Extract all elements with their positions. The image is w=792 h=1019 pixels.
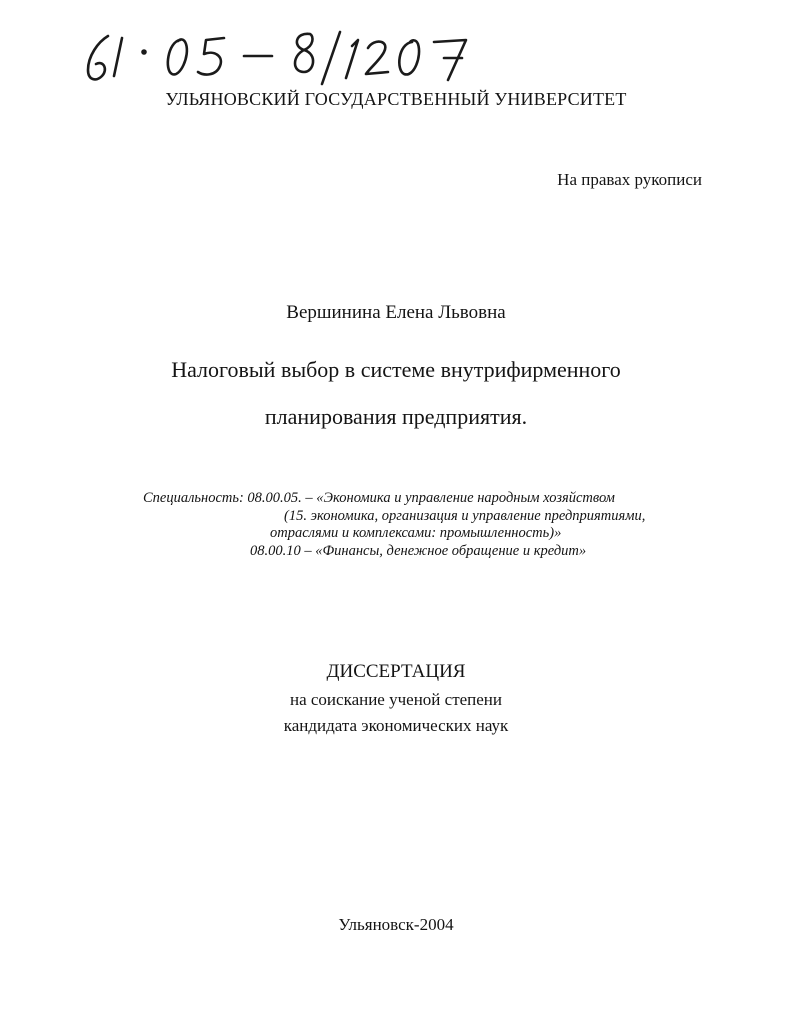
- degree-line-1: на соискание ученой степени: [289, 690, 503, 709]
- university-name: УЛЬЯНОВСКИЙ ГОСУДАРСТВЕННЫЙ УНИВЕРСИТЕТ: [165, 89, 627, 109]
- dissertation-type: ДИССЕРТАЦИЯ: [326, 661, 466, 682]
- city-year: Ульяновск-2004: [338, 915, 454, 934]
- specialty-line-2: (15. экономика, организация и управление предприятиями,: [284, 508, 646, 524]
- handwritten-archive-number: [78, 26, 478, 92]
- specialty-line-4: 08.00.10 – «Финансы, денежное обращение и кредит»: [250, 543, 587, 559]
- handwritten-number-drawing: [78, 26, 478, 92]
- dissertation-title-line-1: Налоговый выбор в системе внутрифирменного: [171, 357, 621, 382]
- specialty-line-3: отраслями и комплексами: промышленность)»: [270, 525, 562, 541]
- author-name: Вершинина Елена Львовна: [286, 302, 506, 323]
- dissertation-title-line-2: планирования предприятия.: [264, 404, 528, 429]
- specialty-line-1: Специальность: 08.00.05. – «Экономика и управление народным хозяйством: [143, 490, 615, 506]
- manuscript-rights-note: На правах рукописи: [557, 170, 702, 189]
- degree-line-2: кандидата экономических наук: [283, 716, 509, 735]
